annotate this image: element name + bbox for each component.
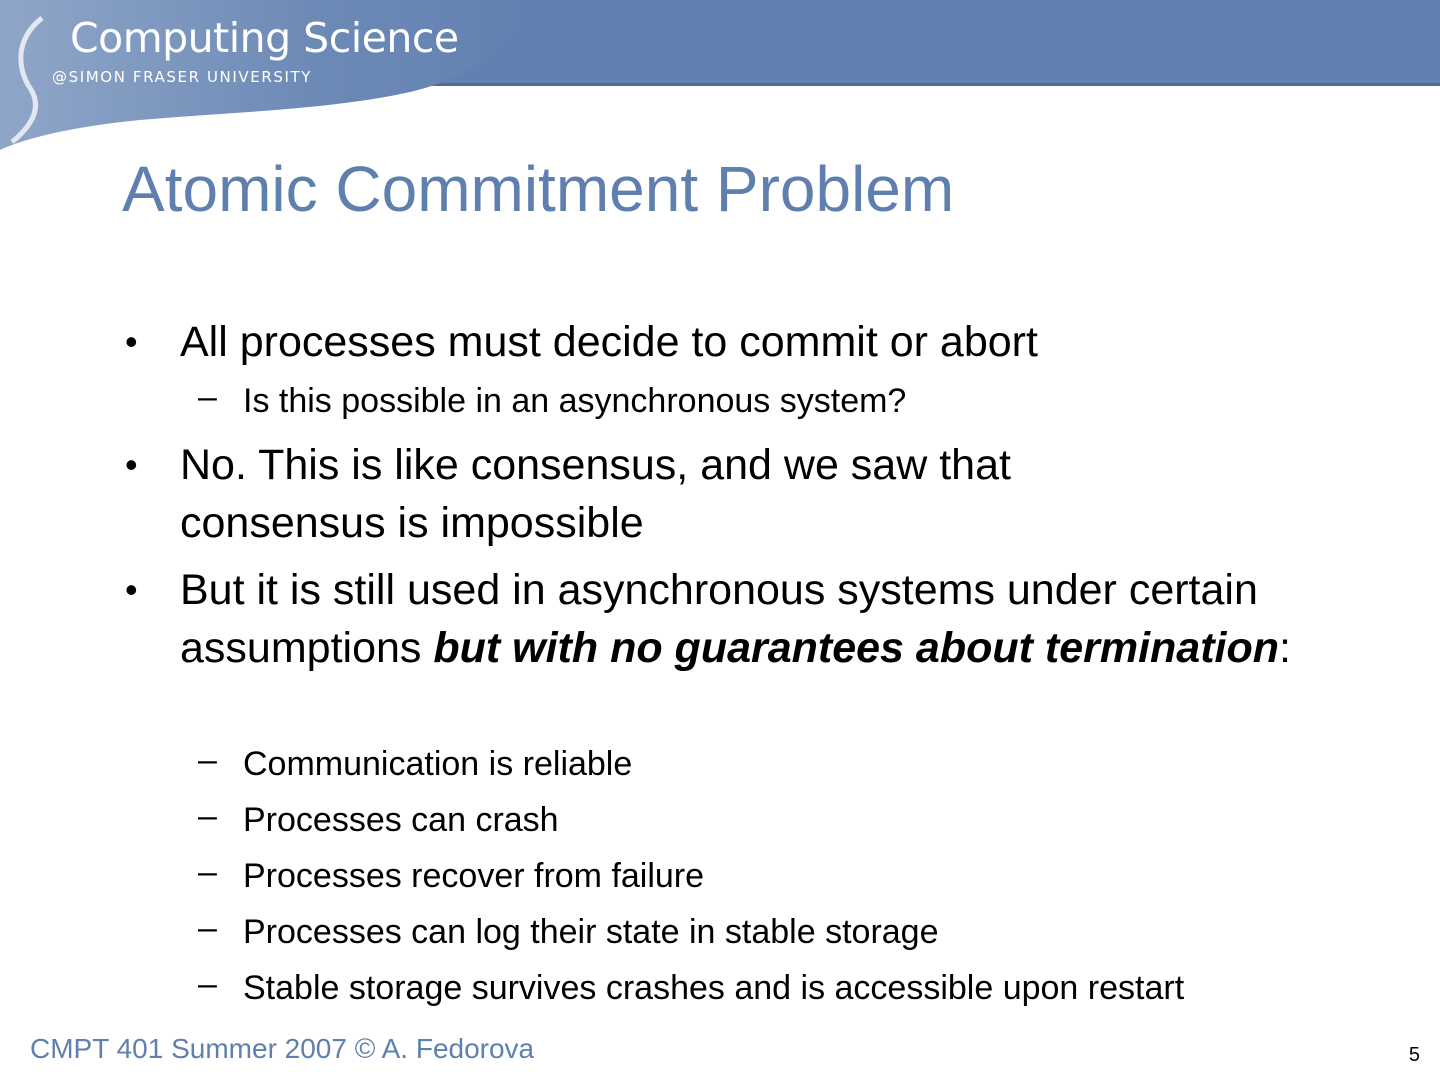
bullet-2-text-line2: consensus is impossible	[180, 499, 644, 547]
bullet-1-text: All processes must decide to commit or abort	[180, 318, 1038, 366]
sub-bullet-3-1-text: Communication is reliable	[243, 745, 633, 783]
sub-bullet-3-2	[198, 792, 1303, 848]
sub-bullet-dash: –	[198, 797, 217, 835]
sub-bullet-3-1	[198, 736, 1303, 792]
sub-bullet-dash: –	[198, 741, 217, 779]
sub-bullet-dash: –	[198, 378, 217, 416]
sub-bullet-dash: –	[198, 965, 217, 1003]
sub-bullet-3-2-text: Processes can crash	[243, 801, 559, 839]
sub-bullet-dash: –	[198, 853, 217, 891]
sub-bullet-3-4-text: Processes can log their state in stable storage	[243, 913, 939, 951]
bullet-3-tail: :	[1279, 624, 1291, 672]
bullet-3-text: But it is still used in asynchronous systems under certain assumptions	[180, 566, 1258, 672]
bullet-dot: •	[125, 569, 138, 610]
bullet-dot: •	[125, 321, 138, 362]
sub-bullet-3-5	[198, 960, 1243, 1016]
logo-title: Computing Science	[70, 14, 459, 62]
bullet-dot: •	[125, 444, 138, 485]
bullet-3-emphasis: but with no guarantees about termination	[433, 624, 1280, 672]
slide-title: Atomic Commitment Problem	[122, 153, 955, 225]
logo-subtitle: @SIMON FRASER UNIVERSITY	[52, 68, 313, 86]
sub-bullet-3-5-text: Stable storage survives crashes and is accessible upon restart	[243, 969, 1185, 1007]
sub-bullet-dash: –	[198, 909, 217, 947]
sub-bullet-3-3	[198, 848, 1303, 904]
footer-course: CMPT 401 Summer 2007 © A. Fedorova	[30, 1033, 535, 1064]
bullet-2-text-line1: No. This is like consensus, and we saw that	[180, 441, 1011, 489]
sub-bullet-3-3-text: Processes recover from failure	[243, 857, 705, 895]
bullet-3	[125, 561, 1340, 677]
page-number: 5	[1408, 1044, 1420, 1066]
sub-bullet-1-1-text: Is this possible in an asynchronous system?	[243, 382, 907, 420]
sub-bullet-1-1	[198, 373, 1303, 429]
bullet-1	[125, 313, 1340, 371]
bullet-2	[125, 436, 1340, 552]
sub-bullet-3-4	[198, 904, 1303, 960]
